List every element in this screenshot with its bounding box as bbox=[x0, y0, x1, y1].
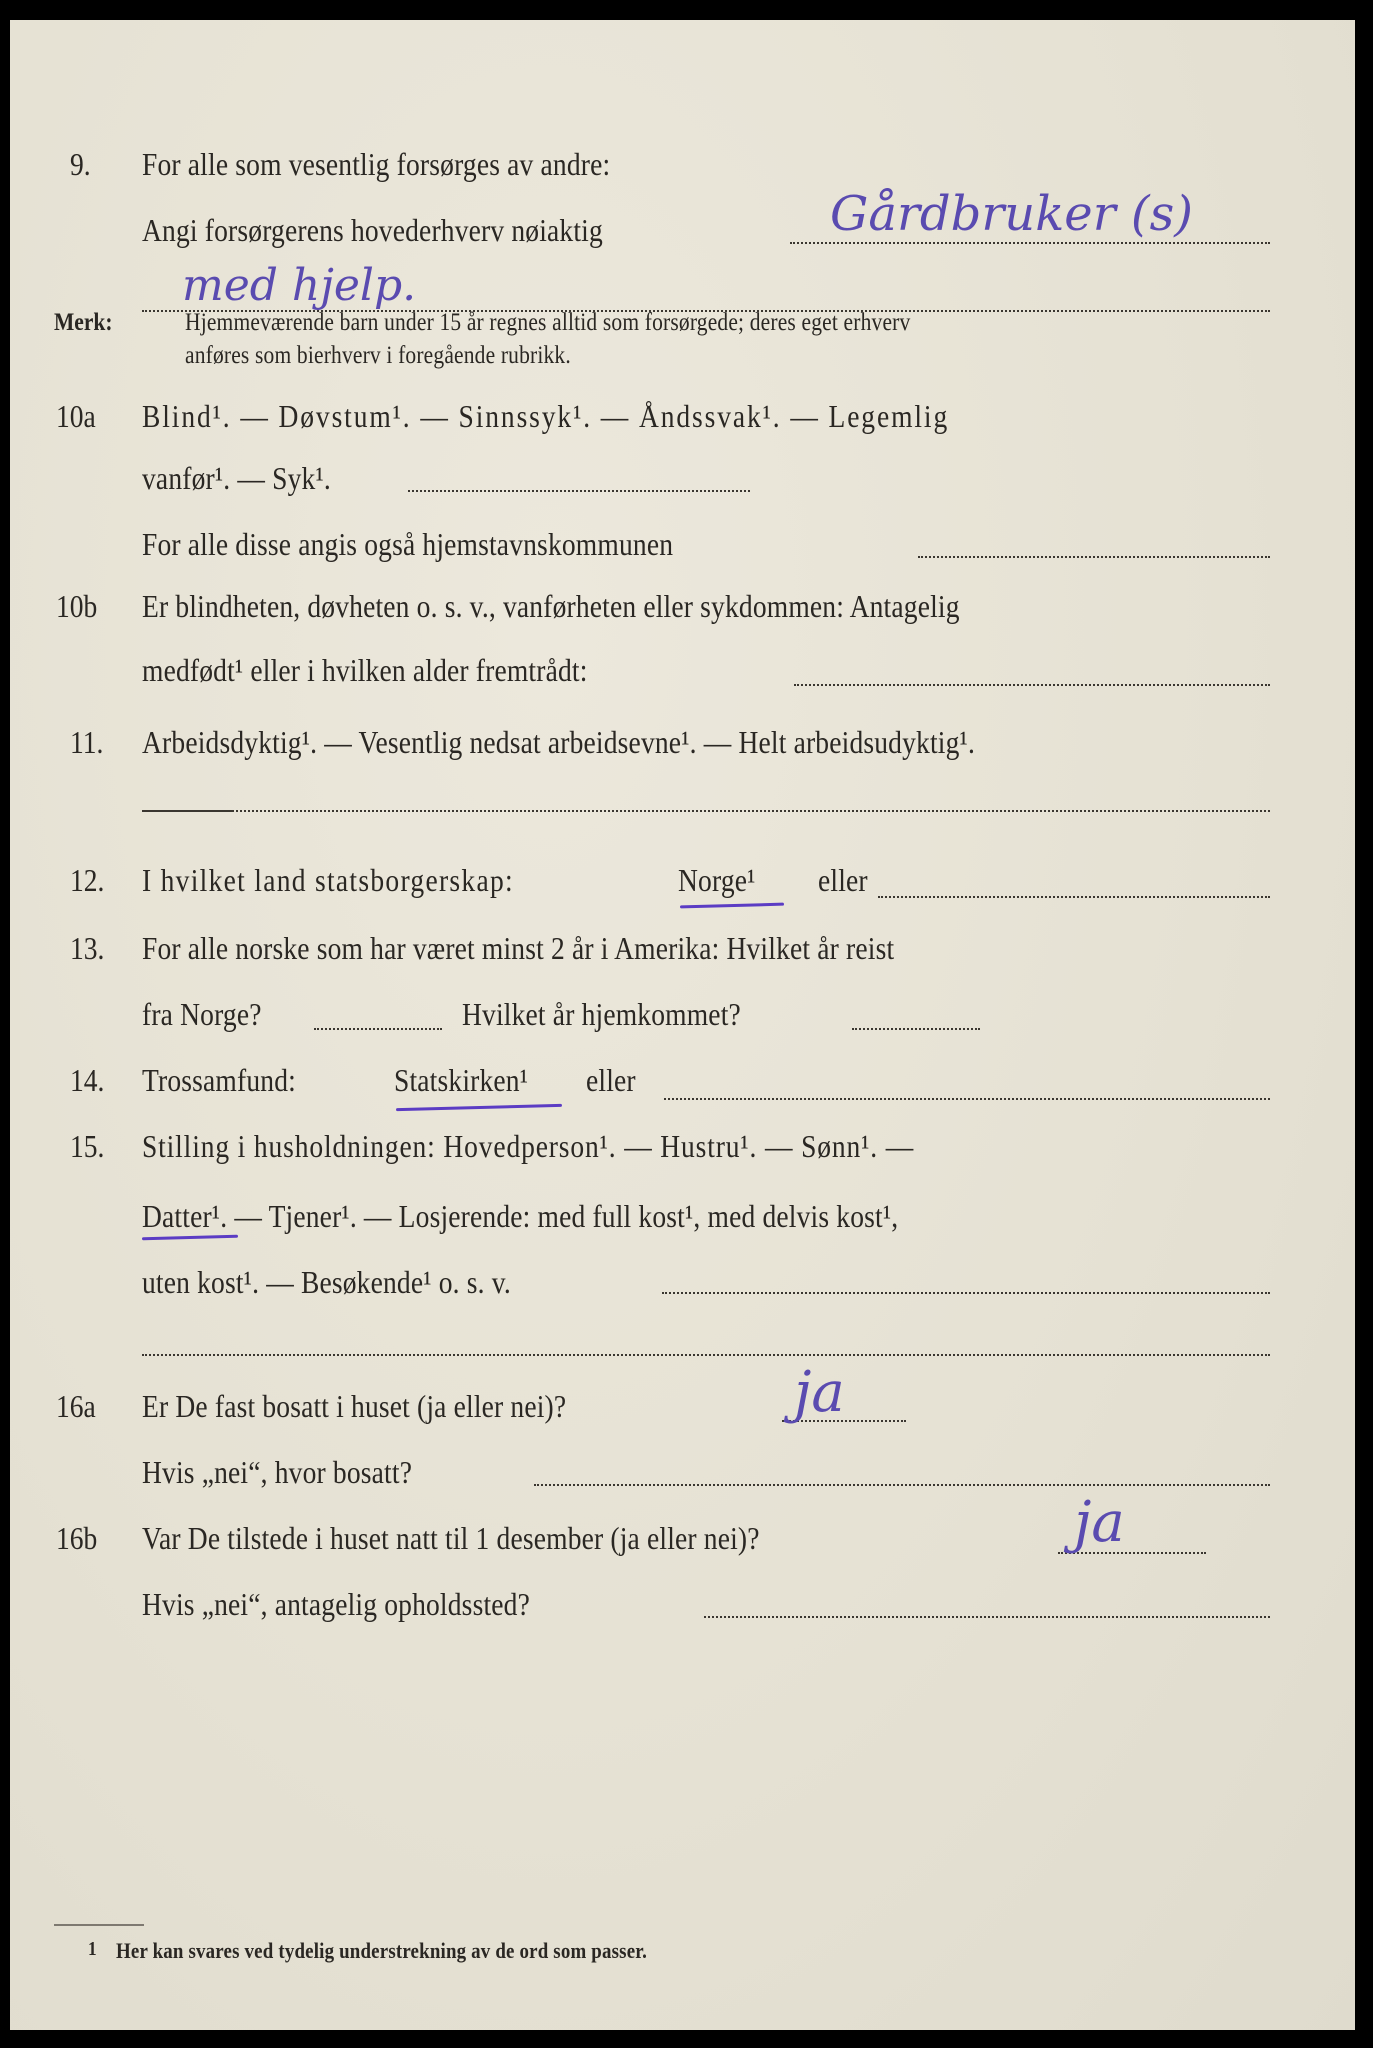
question-13-number: 13. bbox=[70, 930, 105, 966]
question-12-answer-line bbox=[878, 896, 1270, 898]
question-15-line-3: uten kost¹. — Besøkende¹ o. s. v. bbox=[142, 1264, 511, 1300]
question-14-answer-line bbox=[664, 1098, 1270, 1100]
note-line-2: anføres som bierhverv i foregående rubrikk. bbox=[185, 342, 571, 369]
question-11-line-1: Arbeidsdyktig¹. — Vesentlig nedsat arbeidsevne¹. — Helt arbeidsudyktig¹. bbox=[142, 724, 976, 760]
question-16a-line-1: Er De fast bosatt i huset (ja eller nei)? bbox=[142, 1388, 567, 1424]
question-15-answer-line bbox=[662, 1292, 1270, 1294]
question-16a-residence-line bbox=[534, 1484, 1270, 1486]
census-form-page bbox=[10, 20, 1355, 2030]
question-10a-answer-line bbox=[408, 490, 750, 492]
footnote-rule bbox=[54, 1924, 144, 1926]
question-16a-number: 16a bbox=[56, 1388, 96, 1424]
question-9-answer-line bbox=[790, 242, 1270, 244]
question-10b-line-2: medfødt¹ eller i hvilken alder fremtrådt: bbox=[142, 652, 588, 688]
question-11-answer-line-solid bbox=[142, 810, 232, 812]
question-16b-line-2: Hvis „nei“, antagelig opholdssted? bbox=[142, 1586, 530, 1622]
question-12-option-norge: Norge¹ bbox=[678, 862, 756, 898]
question-13-line-2b: Hvilket år hjemkommet? bbox=[462, 996, 741, 1032]
question-14-or: eller bbox=[586, 1062, 636, 1098]
question-9-line-1: For alle som vesentlig forsørges av andre: bbox=[142, 146, 611, 182]
note-label: Merk: bbox=[54, 309, 113, 336]
question-13-line-2a: fra Norge? bbox=[142, 996, 262, 1032]
question-16b-stay-line bbox=[704, 1616, 1270, 1618]
question-16b-handwritten-answer: ja bbox=[1074, 1490, 1125, 1555]
note-line-1: Hjemmeværende barn under 15 år regnes alltid som forsørgede; deres eget erhverv bbox=[185, 309, 911, 336]
question-15-line-1: Stilling i husholdningen: Hovedperson¹. — Hustru¹. — Sønn¹. — bbox=[142, 1128, 915, 1164]
question-13-line-1: For alle norske som har været minst 2 år i Amerika: Hvilket år reist bbox=[142, 930, 895, 966]
question-15-number: 15. bbox=[70, 1128, 105, 1164]
question-9-handwritten-answer-1: Gårdbruker (s) bbox=[830, 186, 1193, 242]
question-16b-number: 16b bbox=[56, 1520, 98, 1556]
question-12-or: eller bbox=[818, 862, 868, 898]
question-13-emigrated-line bbox=[314, 1028, 442, 1030]
question-10b-answer-line bbox=[794, 684, 1270, 686]
question-11-number: 11. bbox=[70, 724, 104, 760]
question-16a-line-2: Hvis „nei“, hvor bosatt? bbox=[142, 1454, 413, 1490]
datter-ink-underline bbox=[142, 1235, 238, 1241]
question-10a-line-2: vanfør¹. — Syk¹. bbox=[142, 460, 331, 496]
question-9-number: 9. bbox=[70, 146, 91, 182]
footnote-marker: 1 bbox=[88, 1938, 97, 1960]
question-10b-line-1: Er blindheten, døvheten o. s. v., vanførheten eller sykdommen: Antagelig bbox=[142, 588, 960, 624]
question-15-answer-line-2 bbox=[142, 1354, 1270, 1356]
statskirken-ink-underline bbox=[396, 1104, 562, 1111]
question-14-number: 14. bbox=[70, 1062, 105, 1098]
question-14-option-statskirken: Statskirken¹ bbox=[394, 1062, 529, 1098]
question-10a-number: 10a bbox=[56, 398, 96, 434]
question-10a-line-3: For alle disse angis også hjemstavnskommunen bbox=[142, 526, 674, 562]
question-13-returned-line bbox=[852, 1028, 980, 1030]
question-16b-line-1: Var De tilstede i huset natt til 1 desember (ja eller nei)? bbox=[142, 1520, 760, 1556]
question-9-handwritten-answer-2: med hjelp. bbox=[182, 260, 417, 311]
question-12-number: 12. bbox=[70, 862, 105, 898]
norge-ink-underline bbox=[680, 903, 784, 909]
question-10a-hometown-line bbox=[918, 556, 1270, 558]
question-10b-number: 10b bbox=[56, 588, 98, 624]
question-9-line-2: Angi forsørgerens hovederhverv nøiaktig bbox=[142, 212, 603, 248]
question-14-line-1: Trossamfund: bbox=[142, 1062, 296, 1098]
question-12-line-1: I hvilket land statsborgerskap: bbox=[142, 862, 514, 898]
question-16a-handwritten-answer: ja bbox=[794, 1360, 845, 1425]
question-11-answer-line bbox=[232, 810, 1270, 812]
question-15-line-2: Datter¹. — Tjener¹. — Losjerende: med full kost¹, med delvis kost¹, bbox=[142, 1198, 899, 1234]
footnote-text: Her kan svares ved tydelig understrekning av de ord som passer. bbox=[116, 1938, 648, 1963]
question-10a-line-1: Blind¹. — Døvstum¹. — Sinnssyk¹. — Åndssvak¹. — Legemlig bbox=[142, 398, 950, 434]
